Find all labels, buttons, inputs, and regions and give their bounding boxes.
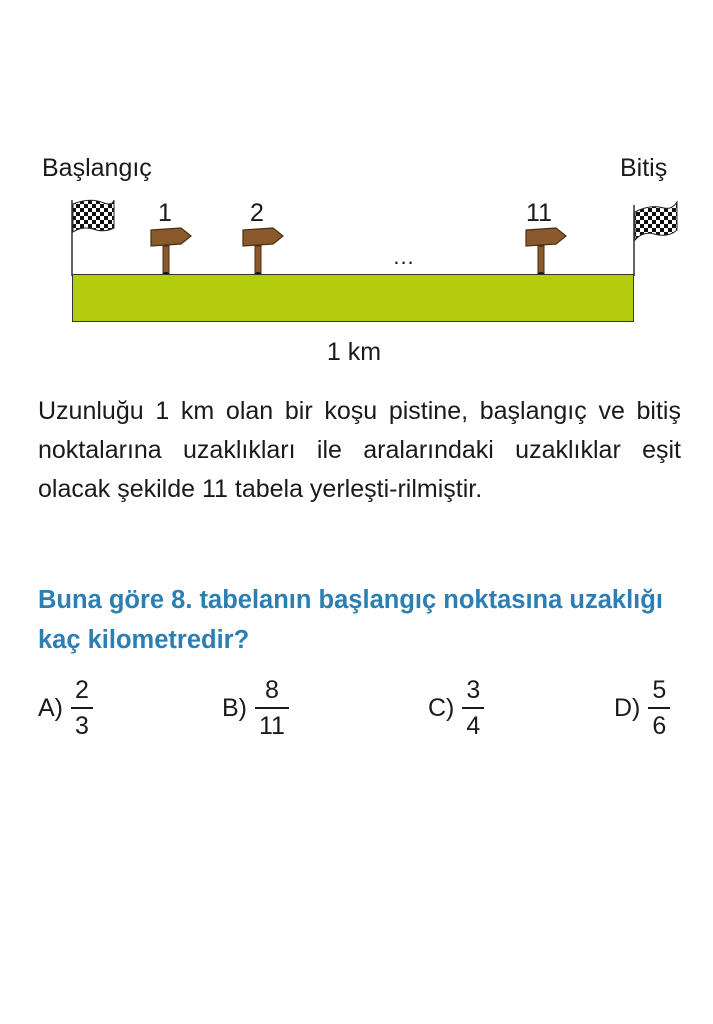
numerator: 5 [652, 676, 667, 704]
track-figure [0, 0, 713, 380]
option-fraction [255, 676, 289, 740]
signpost-icon [243, 228, 283, 280]
denominator: 11 [259, 712, 285, 740]
option-letter: A) [38, 693, 63, 722]
sign-number-2: 2 [250, 199, 264, 227]
question-text: Buna göre 8. tabelanın başlangıç noktasına uzaklığı kaç kilometredir? [38, 586, 663, 654]
option-letter: C) [428, 693, 455, 722]
problem-text: Uzunluğu 1 km olan bir koşu pistine, başlangıç ve bitiş noktalarına uzaklıkları ile aralarındaki uzaklıklar eşit olacak şekilde 11 tabela yerleşti-rilmiştir. [38, 397, 681, 503]
numerator: 3 [466, 676, 481, 704]
option-letter: D) [614, 693, 641, 722]
option-fraction [71, 676, 93, 740]
denominator: 6 [652, 712, 667, 740]
sign-number-1: 1 [158, 199, 172, 227]
checkered-flag-icon [634, 202, 677, 276]
signpost-icon [151, 228, 191, 280]
option-b[interactable] [222, 676, 289, 740]
option-fraction [648, 676, 670, 740]
option-d[interactable] [614, 676, 670, 740]
signpost-icon [526, 228, 566, 280]
track-drawing [0, 0, 713, 380]
start-label: Başlangıç [42, 154, 152, 182]
numerator: 8 [265, 676, 279, 704]
option-letter: B) [222, 693, 247, 722]
running-track [72, 274, 634, 322]
numerator: 2 [75, 676, 89, 704]
option-c[interactable] [428, 676, 484, 740]
denominator: 4 [466, 712, 481, 740]
ellipsis: ... [393, 244, 415, 269]
checkered-flag-icon [72, 200, 114, 276]
option-fraction [462, 676, 484, 740]
finish-label: Bitiş [620, 154, 668, 182]
option-a[interactable] [38, 676, 93, 740]
denominator: 3 [75, 712, 89, 740]
length-label: 1 km [326, 338, 382, 366]
sign-number-11: 11 [526, 199, 552, 227]
